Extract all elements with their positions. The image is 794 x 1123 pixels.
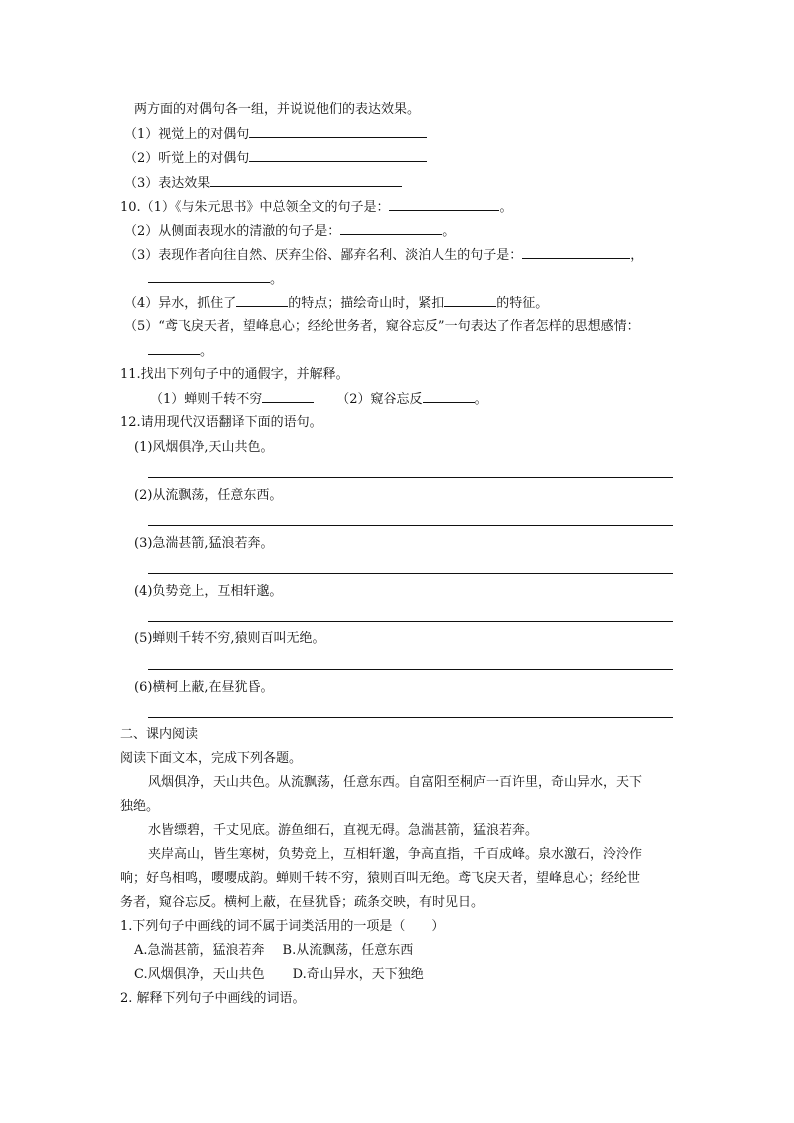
q11-items: （1）蝉则千转不穷 （2）窥谷忘反 。 [150, 392, 488, 407]
answer-blank[interactable] [262, 390, 314, 403]
answer-line[interactable] [148, 573, 673, 574]
q10-item-4: （4）异水，抓住了 的特点；描绘奇山时，紧扣 的特征。 [124, 296, 549, 311]
option-c[interactable]: C.风烟俱净，天山共色 [134, 967, 265, 982]
answer-blank[interactable] [249, 149, 427, 162]
q11-title: 11.找出下列句子中的通假字，并解释。 [120, 367, 349, 382]
section-instruction: 阅读下面文本，完成下列各题。 [120, 751, 303, 766]
q9-item-1: （1）视觉上的对偶句 [124, 125, 427, 144]
q10-item-3-cont: 。 [148, 270, 283, 289]
q12-title: 12.请用现代汉语翻译下面的语句。 [120, 415, 323, 430]
passage-line: 独绝。 [120, 799, 160, 814]
q12-sentence-1: (1)风烟俱净,天山共色。 [134, 440, 274, 455]
question-1: 1.下列句子中画线的词不属于词类活用的一项是（ ） [120, 919, 445, 934]
answer-blank[interactable] [236, 294, 288, 307]
answer-blank[interactable] [210, 174, 402, 187]
section-heading: 二、课内阅读 [120, 727, 199, 742]
answer-line[interactable] [148, 525, 673, 526]
option-d[interactable]: D.奇山异水，天下独绝 [292, 967, 424, 982]
q12-sentence-4: (4)负势竞上，互相轩邈。 [134, 584, 283, 599]
passage-line: 夹岸高山，皆生寒树，负势竞上，互相轩邈，争高直指，千百成峰。泉水激石，泠泠作 [148, 847, 643, 862]
answer-line[interactable] [148, 717, 673, 718]
q10-item-1: 10.（1）《与朱元思书》中总领全文的句子是： 。 [120, 200, 513, 215]
passage-line: 风烟俱净，天山共色。从流飘荡，任意东西。自富阳至桐庐一百许里，奇山异水，天下 [148, 775, 643, 790]
option-row [134, 942, 413, 960]
answer-line[interactable] [148, 669, 673, 670]
answer-blank[interactable] [389, 198, 499, 211]
q10-item-3: （3）表现作者向往自然、厌弃尘俗、鄙弃名利、淡泊人生的句子是： ， [124, 248, 644, 263]
option-a[interactable]: A.急湍甚箭，猛浪若奔 [134, 943, 265, 958]
answer-blank[interactable] [522, 246, 630, 259]
question-2: 2. 解释下列句子中画线的词语。 [120, 991, 306, 1006]
answer-blank[interactable] [444, 294, 496, 307]
passage-line: 水皆缥碧，千丈见底。游鱼细石，直视无碍。急湍甚箭，猛浪若奔。 [148, 823, 539, 838]
answer-blank[interactable] [249, 125, 427, 138]
q12-sentence-5: (5)蝉则千转不穷,猿则百叫无绝。 [134, 631, 326, 646]
answer-line[interactable] [148, 477, 673, 478]
q10-item-2: （2）从侧面表现水的清澈的句子是： 。 [124, 224, 456, 239]
passage-line: 务者，窥谷忘反。横柯上蔽，在昼犹昏；疏条交映，有时见日。 [120, 895, 485, 910]
passage-line: 响；好鸟相鸣，嘤嘤成韵。蝉则千转不穷，猿则百叫无绝。鸢飞戾天者，望峰息心；经纶世 [120, 871, 641, 886]
answer-blank[interactable] [423, 390, 475, 403]
q12-sentence-3: (3)急湍甚箭,猛浪若奔。 [134, 536, 274, 551]
answer-blank[interactable] [148, 342, 200, 355]
q9-item-2: （2）听觉上的对偶句 [124, 149, 427, 168]
q10-item-5: （5）“鸢飞戾天者，望峰息心；经纶世务者，窥谷忘反”一句表达了作者怎样的思想感情： [124, 319, 640, 334]
q10-item-5-cont: 。 [148, 342, 213, 361]
q12-sentence-2: (2)从流飘荡，任意东西。 [134, 488, 283, 503]
q12-sentence-6: (6)横柯上蔽,在昼犹昏。 [134, 680, 274, 695]
option-b[interactable]: B.从流飘荡，任意东西 [282, 943, 414, 958]
answer-blank[interactable] [148, 270, 270, 283]
answer-line[interactable] [148, 621, 673, 622]
q9-item-3: （3）表达效果 [124, 174, 402, 193]
option-row [134, 966, 424, 984]
q9-instruction: 两方面的对偶句各一组，并说说他们的表达效果。 [134, 102, 421, 117]
answer-blank[interactable] [340, 222, 442, 235]
